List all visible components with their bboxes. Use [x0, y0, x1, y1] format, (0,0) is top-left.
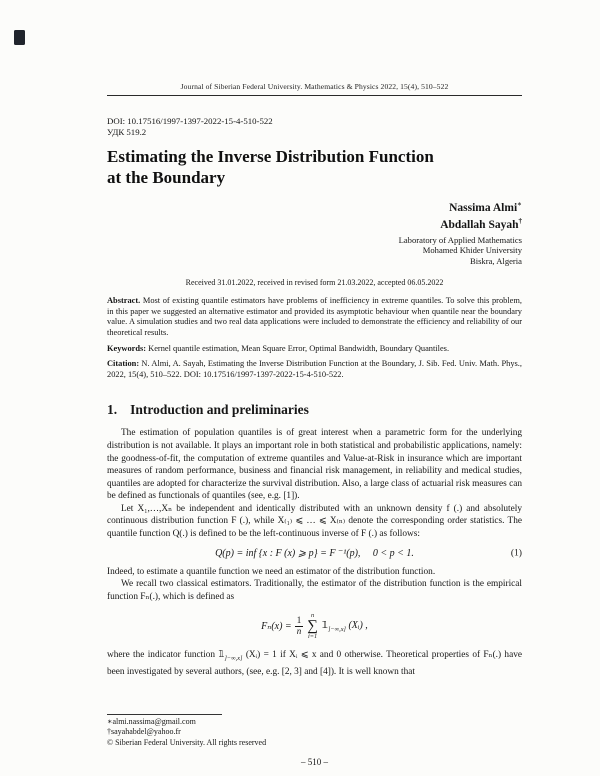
affiliation-line-2: Mohamed Khider University: [422, 245, 522, 256]
author-2-mark: †: [518, 217, 522, 226]
fraction: [295, 616, 304, 637]
header-rule: [107, 95, 522, 96]
section-heading: [107, 402, 522, 418]
indicator-one-symbol: 𝟙: [321, 619, 328, 631]
abstract-label: Abstract.: [107, 296, 141, 306]
citation-text: N. Almi, A. Sayah, Estimating the Inverse Distribution Function at the Boundary, J. Sib. Fed. Univ. Math. Phys., 2022, 15(4), 510–522. DOI: 10.17516/1997-1397-2022-15-4-510-522.: [107, 359, 522, 379]
publisher-logo-icon: [14, 30, 25, 45]
footnote-email-2: †sayahabdel@yahoo.fr: [107, 727, 181, 736]
title-line-2: at the Boundary: [107, 168, 226, 187]
abstract-text: Most of existing quantile estimators have problems of inefficiency in extreme quantiles. To solve this problem, in this paper we suggested an alternative estimator and provided its asymptotic behaviour when quantile near the boundary value. A simulation studies and two real data applications were included to demonstrate the efficiency and reliability of our theoretical results.: [107, 296, 523, 337]
equation-1-body: Q(p) = inf {x : F (x) ⩾ p} = F ⁻¹(p), 0 < p < 1.: [215, 547, 414, 559]
paragraph-1: The estimation of population quantiles is of great interest when a parametric form for the underlying distribution is not available. It plays an important role in both statistical and probabilistic applications, namely: the goodness-of-fit, the computation of extreme quantiles and Value-at-Risk in insurance which are important measures of random performance, business and financial risk management, in reliability and medical studies, quantiles are adopted for characterize the survival distribution. Also, a large class of actuarial risk measures can be defined as functionals of quantiles (see, e.g. [1]).: [107, 428, 522, 502]
page-number: – 510 –: [301, 757, 328, 767]
content-column: [107, 0, 522, 678]
received-line: Received 31.01.2022, received in revised form 21.03.2022, accepted 06.05.2022: [185, 278, 444, 288]
footnotes-block: [107, 714, 522, 749]
citation-label: Citation:: [107, 359, 140, 369]
keywords: [107, 344, 522, 355]
section-title: Introduction and preliminaries: [130, 402, 309, 418]
indicator-argument: (Xᵢ) ,: [345, 619, 368, 631]
summation-upper-limit: n: [310, 611, 315, 619]
title-line-1: Estimating the Inverse Distribution Function: [107, 147, 434, 166]
affiliation-line-3: Biskra, Algeria: [469, 255, 522, 266]
author-name-1: [107, 198, 522, 215]
udc-line: УДК 519.2: [107, 127, 147, 137]
fraction-denominator: n: [296, 625, 302, 636]
fraction-numerator: 1: [296, 615, 302, 626]
citation: [107, 359, 522, 380]
equation-2-lhs: Fₙ(x) =: [261, 620, 292, 632]
paragraph-5-pre: where the indicator function: [107, 650, 219, 661]
indicator-subscript: ]−∞,x]: [327, 625, 346, 633]
affiliation-block: [107, 235, 522, 267]
author-1: Nassima Almi: [449, 201, 518, 214]
paragraph-4: We recall two classical estimators. Traditionally, the estimator of the distribution function is the empirical function Fₙ(.), which is defined as: [107, 579, 522, 602]
author-2: Abdallah Sayah: [440, 219, 519, 232]
indicator-one-inline: 𝟙: [218, 649, 225, 661]
running-head: Journal of Siberian Federal University. Mathematics & Physics 2022, 15(4), 510–522: [180, 82, 449, 91]
footnote-copyright: © Siberian Federal University. All rights reserved: [107, 737, 267, 747]
author-1-mark: ∗: [517, 200, 522, 208]
paper-title: [107, 146, 522, 188]
doi-line: DOI: 10.17516/1997-1397-2022-15-4-510-522: [107, 116, 273, 126]
equation-1-number: (1): [510, 547, 522, 559]
footnote-rule: [107, 714, 222, 715]
paragraph-5: [107, 649, 522, 678]
equation-2: [107, 609, 522, 643]
equation-1: [107, 546, 522, 561]
paragraph-5-post: (Xᵢ) = 1 if Xᵢ ⩽ x and 0 otherwise. Theoretical properties of Fₙ(.) have been investigated by several authors, (see, e.g. [2, 3] and [4]). It is well known that: [107, 650, 522, 677]
sigma-icon: ∑: [307, 617, 318, 634]
summation: [307, 613, 318, 641]
author-name-2: [107, 215, 522, 232]
authors-block: [107, 198, 522, 266]
affiliation-line-1: Laboratory of Applied Mathematics: [398, 234, 522, 245]
indicator-term: [322, 620, 368, 633]
section-number: 1.: [107, 402, 118, 418]
indicator-subscript-inline: ]−∞,x]: [224, 655, 243, 663]
summation-lower-limit: i=1: [307, 632, 318, 640]
paragraph-3: Indeed, to estimate a quantile function we need an estimator of the distribution function.: [107, 566, 436, 577]
paragraph-2: Let X₁,…,Xₙ be independent and identically distributed with an unknown density f (.) and absolutely continuous distribution function F (.), while X₍₁₎ ⩽ … ⩽ X₍ₙ₎ denote the corresponding order statistics. The quantile function Q(.) is defined to be the left-continuous inverse of F (.) as follows:: [107, 503, 522, 540]
abstract: [107, 296, 522, 338]
keywords-text: Kernel quantile estimation, Mean Square Error, Optimal Bandwidth, Boundary Quantiles.: [148, 343, 450, 353]
footnote-email-1: ∗almi.nassima@gmail.com: [107, 716, 196, 726]
keywords-label: Keywords:: [107, 343, 147, 353]
